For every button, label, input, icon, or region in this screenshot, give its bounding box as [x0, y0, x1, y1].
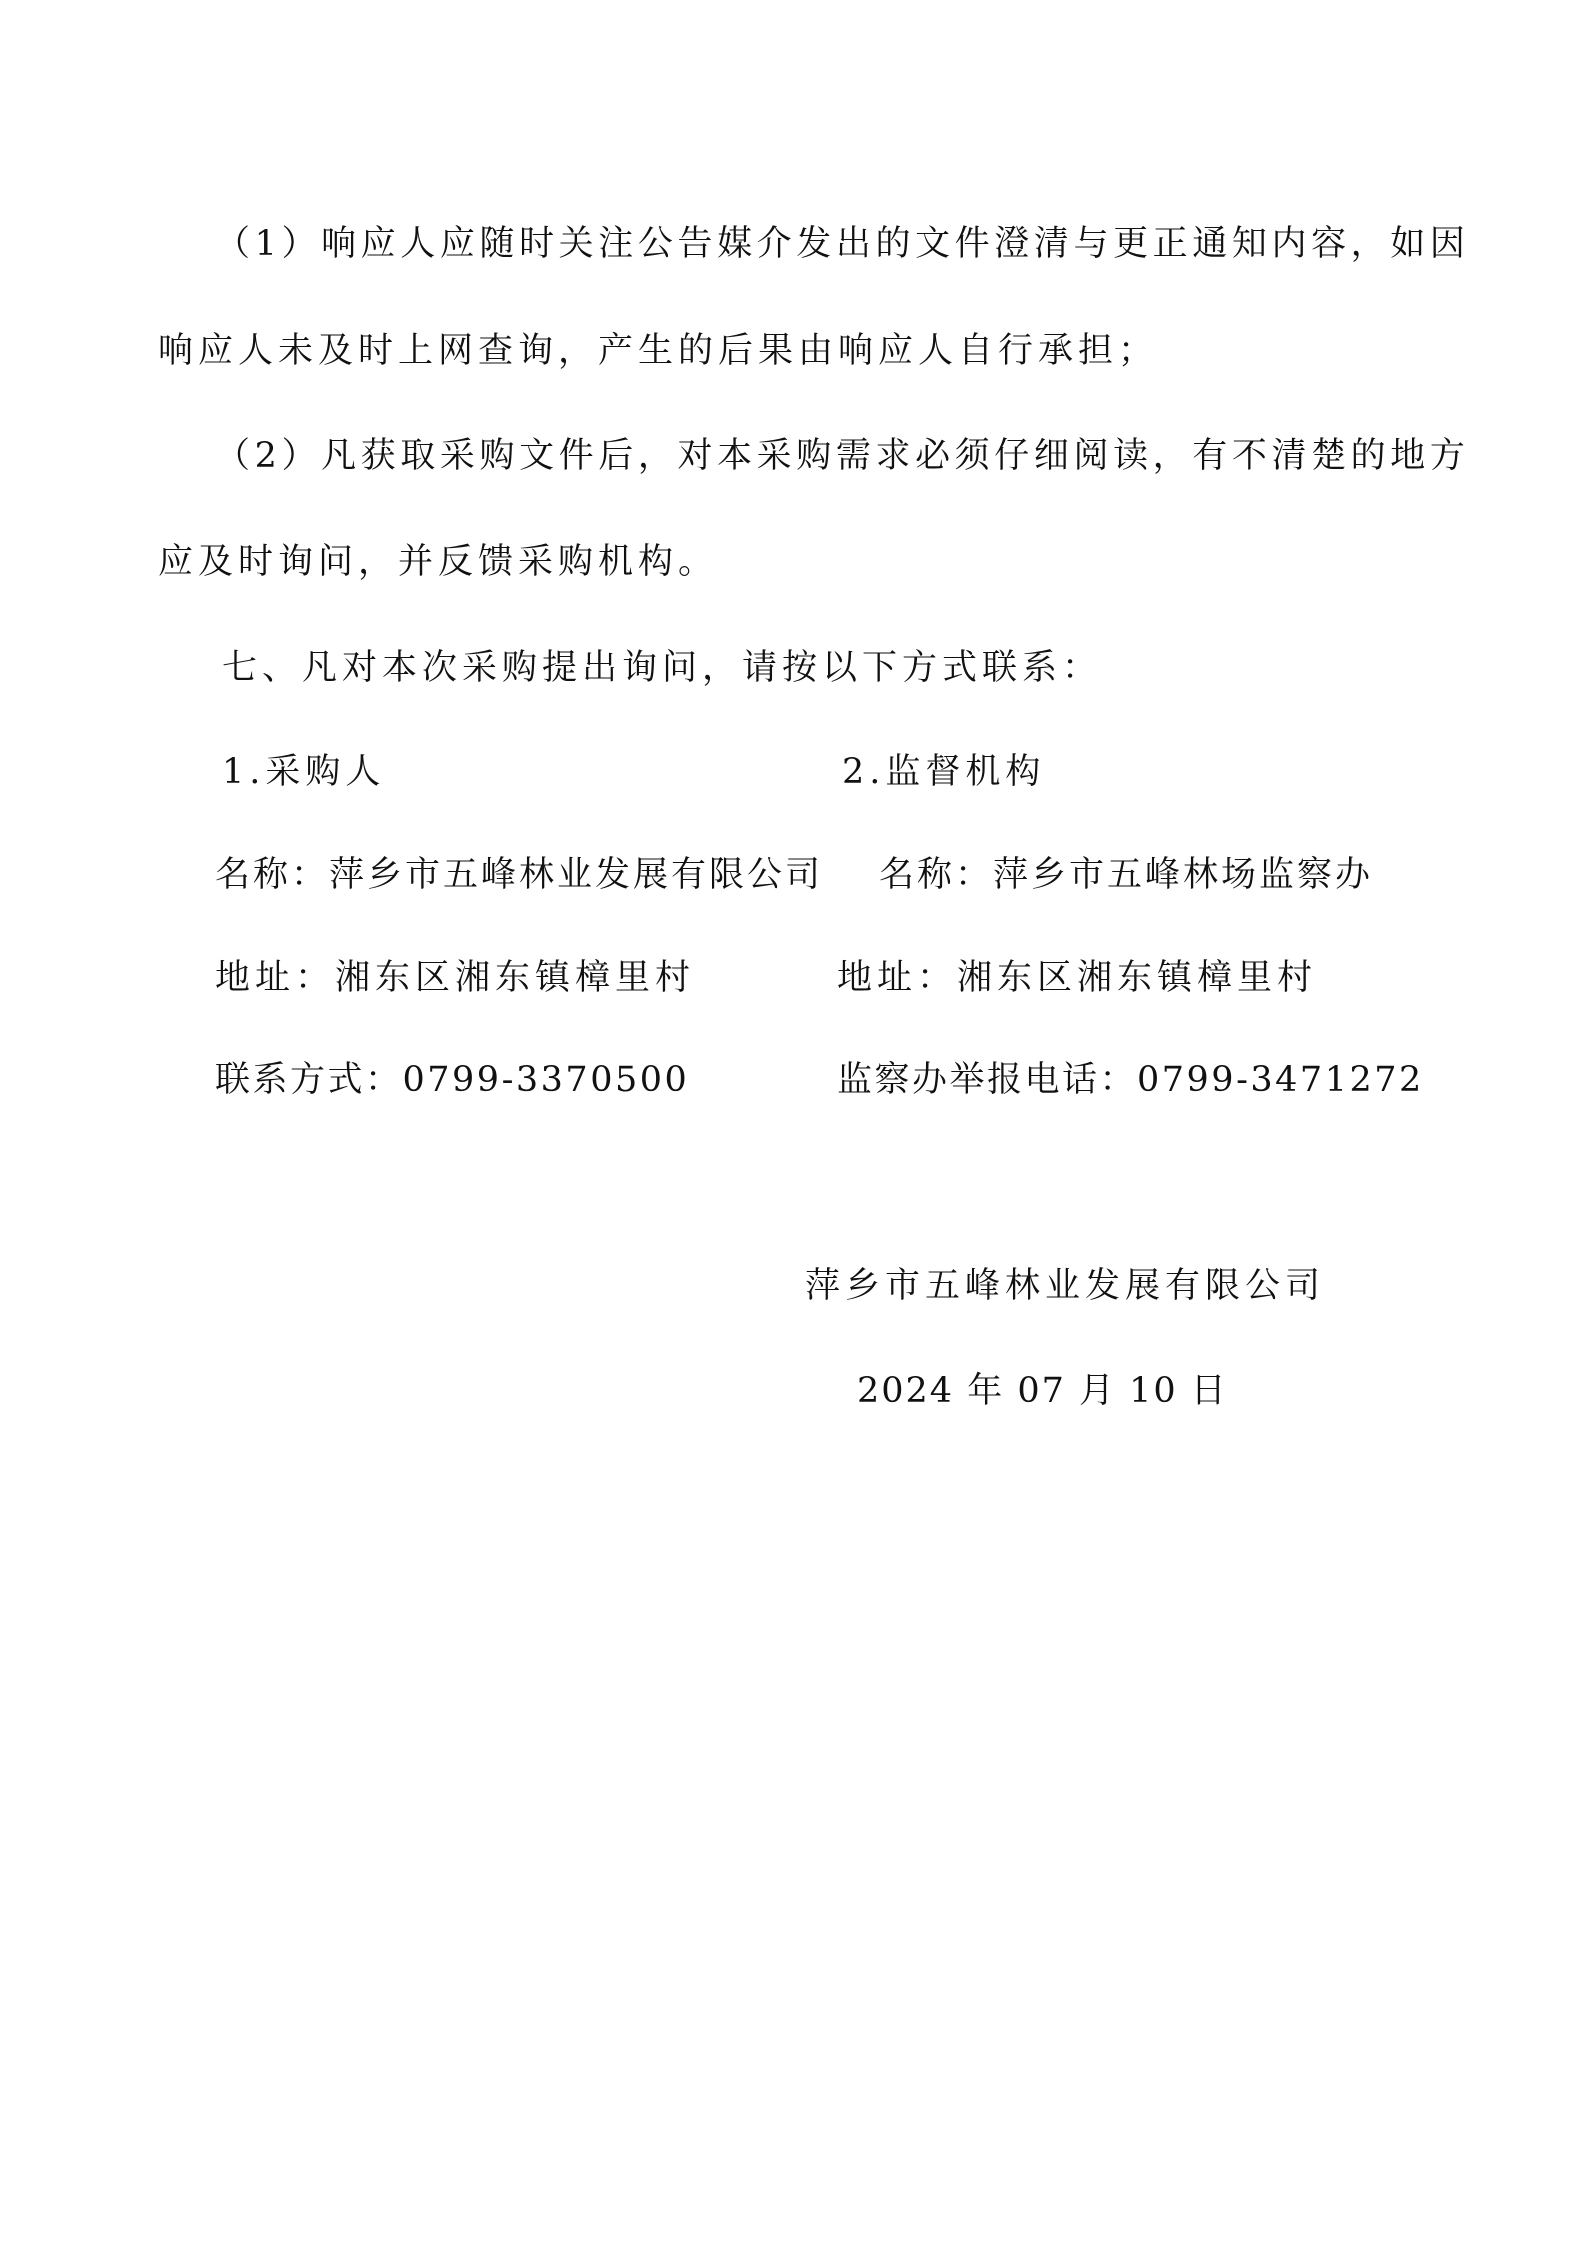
- clause-1-line-1: （1）响应人应随时关注公告媒介发出的文件澄清与更正通知内容，如因: [215, 224, 1470, 264]
- purchaser-contact: 联系方式：0799-3370500: [215, 1060, 690, 1100]
- purchaser-heading: 1.采购人: [222, 752, 386, 792]
- clause-2-line-1: （2）凡获取采购文件后，对本采购需求必须仔细阅读，有不清楚的地方: [215, 436, 1470, 476]
- supervisor-address: 地址：湘东区湘东镇樟里村: [837, 958, 1318, 998]
- supervisor-name: 名称：萍乡市五峰林场监察办: [879, 855, 1374, 895]
- signature-date: 2024 年 07 月 10 日: [857, 1371, 1228, 1411]
- purchaser-name: 名称：萍乡市五峰林业发展有限公司: [215, 855, 824, 895]
- supervisor-contact: 监察办举报电话：0799-3471272: [837, 1060, 1424, 1100]
- signature-organization: 萍乡市五峰林业发展有限公司: [805, 1266, 1326, 1306]
- purchaser-address: 地址：湘东区湘东镇樟里村: [215, 958, 696, 998]
- supervisor-heading: 2.监督机构: [842, 752, 1046, 792]
- clause-1-line-2: 响应人未及时上网查询，产生的后果由响应人自行承担；: [158, 331, 1159, 371]
- contact-section-heading: 七、凡对本次采购提出询问，请按以下方式联系：: [222, 648, 1103, 688]
- clause-2-line-2: 应及时询问，并反馈采购机构。: [158, 542, 719, 582]
